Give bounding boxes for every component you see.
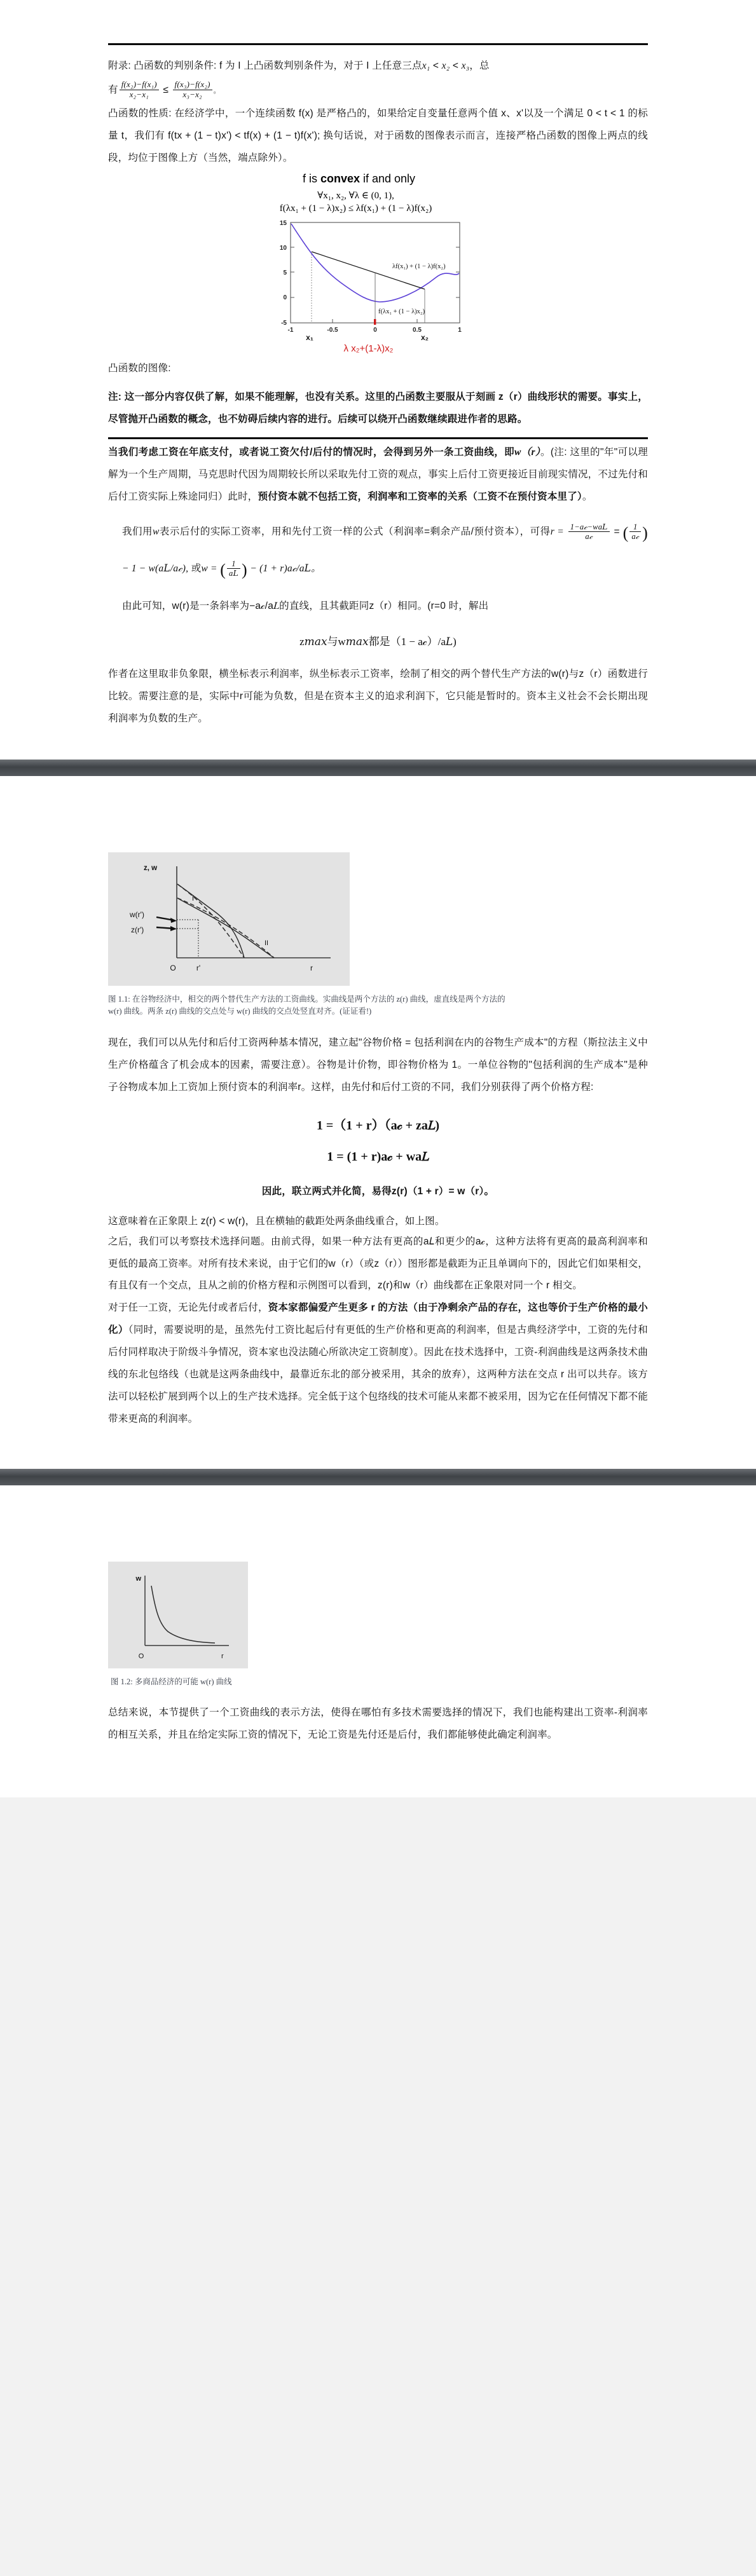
real-wage-paragraph [108, 515, 648, 589]
convex-figure-title [70, 172, 648, 186]
fig11-arrowhead-z [170, 926, 177, 931]
convex-plot-holder [108, 217, 648, 344]
eq-inv-ac-num: 1 [629, 522, 641, 532]
wage-paragraph-mid: 。(注: 这里的"年"可以理解为一个生产周期，马克思时代因为周期较长所以采取先付工资的观点，事实上后付工资更接近目前现实情况，不过先付和后付工资实际上殊途同归）此时， [108, 446, 648, 502]
fraction-left-denominator: x₂−x₁ [129, 90, 149, 100]
eq-equals-1: = [614, 526, 620, 537]
figure-1-1-svg [120, 861, 338, 982]
appendix-x3: x₃ [461, 60, 470, 71]
fig11-y-axis-label: z, w [144, 864, 158, 873]
wage-paragraph [108, 442, 648, 508]
eq-fraction-numerator: 1−a𝒸−wa𝐿 [568, 522, 610, 532]
eq-inv-ac-den: a𝒸 [631, 531, 640, 541]
fig12-origin-label: O [138, 1652, 144, 1660]
real-wage-pre: 我们用 [122, 526, 153, 537]
convex-x2-axis-label: x₂ [420, 333, 429, 343]
fig11-z-curve-I [177, 884, 244, 958]
fraction-left [120, 80, 159, 100]
page-separator-1 [0, 760, 756, 776]
wage-r-symbol: （r） [521, 446, 541, 458]
fig11-x-axis-label: r [310, 964, 313, 973]
convex-xtick-m05: -0.5 [326, 327, 338, 334]
page2-means-paragraph: 这意味着在正象限上 z(r) < w(r)，且在横轴的截距处两条曲线重合，如上图。 [108, 1216, 445, 1227]
eq-r-prefix: r = [550, 526, 564, 537]
convex-title-post: if and only [360, 172, 416, 185]
appendix-x2: x₂ [441, 60, 450, 71]
convex-ytick-5: 5 [282, 269, 287, 277]
choice-post: （同时，需要说明的是，虽然先付工资比起后付有更低的生产价格和更高的利润率，但是古典经济学中，工资的先付和后付同样取决于阶级斗争情况，资本家也没法随心所欲决定工资制度）。因此在技术选择中，工资-利润曲线是这两条技术曲线的东北包络线（也就是这两条曲线中，最靠近东北的部分被采用，其余的放弃），这两种方法在交点 r 出可以共存。该方法可以轻松扩展到两个以上的生产技术选择。完全低于这个包络线的技术可能从来都不被采用，因为它在任何情况下都不能带来更高的利润率。 [108, 1325, 649, 1424]
convex-ytick-10: 10 [279, 245, 287, 252]
fraction-right-denominator: x₃−x₂ [182, 90, 202, 100]
appendix-you: 有 [108, 84, 118, 95]
real-wage-mid: 表示后付的实际工资率，用和先付工资一样的公式（利润率=剩余产品/预付资本），可得 [159, 526, 551, 537]
page2-choice-paragraph [108, 1297, 648, 1430]
convex-chord-line [312, 252, 425, 289]
convex-graph-caption: 凸函数的图像: [108, 363, 171, 374]
page-1 [0, 0, 756, 760]
convex-condition-line-2: f(λx₁ + (1 − λ)x₂) ≤ λf(x₁) + (1 − λ)f(x₂) [279, 203, 432, 214]
real-wage-w-symbol: w [153, 526, 160, 537]
page-3 [0, 1485, 756, 1797]
author-paragraph: 作者在这里取非负象限，横坐标表示利润率，纵坐标表示工资率，绘制了相交的两个替代生产方法的w(r)与z（r）函数进行比较。需要注意的是，实际中r可能为负数，但是在资本主义的追求利润下，它只能是暂时的。资本主义社会不会长期出现利润率为负数的生产。 [108, 669, 648, 725]
fig11-origin-label: O [170, 964, 176, 973]
convex-xtick-0: 0 [373, 327, 377, 334]
fig11-w-curve-I [177, 884, 244, 958]
convex-condition-line-1: ∀x₁, x₂, ∀λ ∈ (0, 1), [317, 190, 394, 201]
convex-figure [108, 172, 648, 355]
zmax-wmax-equation: z𝑚𝑎𝑥与w𝑚𝑎𝑥都是（1 − a𝒸）/a𝐿) [299, 636, 457, 648]
le-sign: ≤ [163, 84, 169, 95]
fig11-curve-I-label: I [192, 895, 195, 903]
convex-lambda-marker [374, 319, 376, 325]
convex-note-paragraph: 注: 这一部分内容仅供了解，如果不能理解，也没有关系。这里的凸函数主要服从于刻画 z（r）曲线形状的需要。事实上，尽管抛开凸函数的概念，也不妨碍后续内容的进行。后续可以绕开凸函数继续跟进作者的思路。 [108, 392, 648, 425]
convex-xtick-05: 0.5 [412, 327, 422, 334]
fig11-w-curve-II [177, 898, 274, 958]
page2-tech-paragraph: 之后，我们可以考察技术选择问题。由前式得，如果一种方法有更高的a𝐿和更少的a𝒸，这种方法将有更高的最高利润率和更低的最高工资率。对所有技术来说，由于它们的w（r）（或z（r））图形都是截距为正且单调向下的，因此它们如果相交，有且仅有一个交点，且从之前的价格方程和示例图可以看到，z(r)和w（r）曲线都在正象限对同一个 r 相交。 [108, 1236, 648, 1291]
wage-paragraph-lead: 当我们考虑工资在年底支付，或者说工资欠付/后付的情况时，会得到另外一条工资曲线，即 [108, 446, 514, 458]
page1-top-rule [108, 43, 648, 45]
figure-1-2-box [108, 1562, 248, 1668]
convex-xtick-m1: -1 [287, 327, 293, 334]
figure-1-2-caption: 图 1.2: 多商品经济的可能 w(r) 曲线 [111, 1677, 232, 1686]
appendix-inequality-line [108, 78, 648, 103]
eq-close-paren-2: ) [242, 561, 247, 580]
convex-x1-axis-label: x₁ [305, 333, 313, 343]
convex-plot-svg [245, 217, 512, 344]
eq-open-paren-2: ( [220, 561, 226, 580]
page-2 [0, 776, 756, 1469]
appendix-period: 。 [213, 86, 221, 95]
fig11-rprime-label: r' [196, 964, 201, 973]
eq-fraction-denominator: a𝒸 [585, 531, 593, 541]
appendix-mid: ，总 [469, 60, 490, 71]
eq-open-paren-1: ( [622, 523, 629, 542]
figure-1-2-svg [120, 1571, 238, 1666]
appendix-lt-1: < [432, 60, 439, 71]
convex-ytick-m5: -5 [280, 320, 287, 327]
choice-pre: 对于任一工资，无论先付或者后付， [108, 1302, 268, 1314]
eq-main-fraction [568, 522, 610, 542]
wage-paragraph-bold: 预付资本就不包括工资，利润率和工资率的关系（工资不在预付资本里了） [258, 491, 582, 502]
fig11-zr-label: z(r') [131, 925, 144, 935]
fig11-z-curve-II [177, 898, 274, 958]
convex-ytick-0: 0 [282, 294, 287, 302]
convex-xtick-1: 1 [457, 327, 462, 334]
convex-title-bold: convex [320, 172, 360, 185]
fig12-y-axis-label: w [135, 1574, 141, 1583]
slope-paragraph: 由此可知，w(r)是一条斜率为−a𝒸/a𝐿的直线，且其截距同z（r）相同。(r=0 时，解出 [122, 600, 489, 611]
fig11-curve-II-label: II [265, 939, 269, 948]
eq-w-equals: w = [201, 563, 217, 575]
figure-1-1-box [108, 852, 350, 986]
appendix-prefix: 附录: 凸函数的判别条件: f 为 I 上凸函数判别条件为，对于 I 上任意三点 [108, 60, 422, 71]
appendix-lt-2: < [452, 60, 459, 71]
convex-lambda-expression: λ x₂+(1-λ)x₂ [343, 343, 394, 355]
eq-minus-one-term: − 1 − w(a𝐿/a𝒸), [122, 563, 189, 575]
fig11-arrowhead-w [170, 918, 177, 923]
bold-conclusion-line: 因此，联立两式并化简，易得z(r)（1 + r）= w（r）。 [261, 1186, 495, 1197]
figure-1-1-caption: 图 1.1: 在谷物经济中，相交的两个替代生产方法的工资曲线。实曲线是两个方法的 z(r) 曲线，虚直线是两个方法的 w(r) 曲线。两条 z(r) 曲线的交点处与 w(r) 曲线的交点处竖直对齐。(证证看!) [108, 995, 505, 1016]
convex-ytick-15: 15 [279, 220, 287, 228]
fig12-wr-curve [151, 1586, 215, 1643]
eq-inv-ac [629, 522, 641, 542]
figure-1-2-wrapper [108, 1562, 648, 1668]
price-equation-2: 1 = (1 + r)a𝒸 + wa𝐿 [327, 1150, 429, 1164]
fraction-left-numerator: f(x₂)−f(x₁) [120, 80, 159, 90]
convex-chord-label: λf(x₁) + (1 − λ)f(x₂) [392, 263, 446, 271]
eq-tail-term: − (1 + r)a𝒸/a𝐿。 [250, 563, 321, 575]
eq-inv-aL [227, 559, 240, 578]
convex-title-pre: f is [302, 172, 320, 185]
choice-bold: 资本家都偏爱产生更多 r 的方法（由于净剩余产品的存在，这也等价于生产价格的最小化） [108, 1302, 648, 1336]
wage-w-symbol: w [514, 446, 521, 458]
appendix-paragraph [108, 55, 648, 78]
fraction-right [173, 80, 212, 100]
page-separator-2 [0, 1469, 756, 1485]
eq-inv-aL-den: a𝐿 [229, 569, 238, 578]
eq-inv-aL-num: 1 [227, 559, 240, 569]
section-rule [108, 437, 648, 439]
convex-nature-paragraph: 凸函数的性质: 在经济学中，一个连续函数 f(x) 是严格凸的，如果给定自变量任意两个值 x、x'以及一个满足 0 < t < 1 的标量 t，我们有 f(tx + (1 − t)x') < tf(x) + (1 − t)f(x'); 换句话说，对于函数的图像表示而言，连接严格凸函数的图像上两点的线段，均位于图像上方（当然，端点除外）。 [108, 108, 648, 163]
price-equation-1: 1 =（1 + r）（a𝒸 + za𝐿) [316, 1119, 440, 1133]
eq-or-word: 或 [191, 563, 202, 575]
fraction-right-numerator: f(x₃)−f(x₂) [173, 80, 212, 90]
fig11-wr-label: w(r') [130, 910, 144, 920]
wage-paragraph-end: 。 [582, 491, 593, 502]
appendix-x1: x₁ [422, 60, 430, 71]
page3-closing-paragraph: 总结来说，本节提供了一个工资曲线的表示方法，使得在哪怕有多技术需要选择的情况下，我们也能构建出工资率-利润率的相互关系，并且在给定实际工资的情况下，无论工资是先付还是后付，我们都能够使此确定利润率。 [108, 1707, 648, 1740]
figure-1-1-wrapper [108, 852, 648, 986]
page2-now-paragraph: 现在，我们可以从先付和后付工资两种基本情况，建立起"谷物价格 = 包括利润在内的谷物生产成本"的方程（斯拉法主义中生产价格蕴含了机会成本的因素，需要注意）。谷物是计价物，即谷物价格为 1。一单位谷物的"包括利润的生产成本"是种子谷物成本加上工资加上预付资本的利润率r。这样，由先付和后付工资的不同，我们分别获得了两个价格方程: [108, 1037, 648, 1093]
eq-close-paren-1: ) [642, 523, 648, 542]
fig12-x-axis-label: r [221, 1652, 224, 1660]
convex-point-label: f(λx₁ + (1 − λ)x₂) [378, 308, 425, 316]
